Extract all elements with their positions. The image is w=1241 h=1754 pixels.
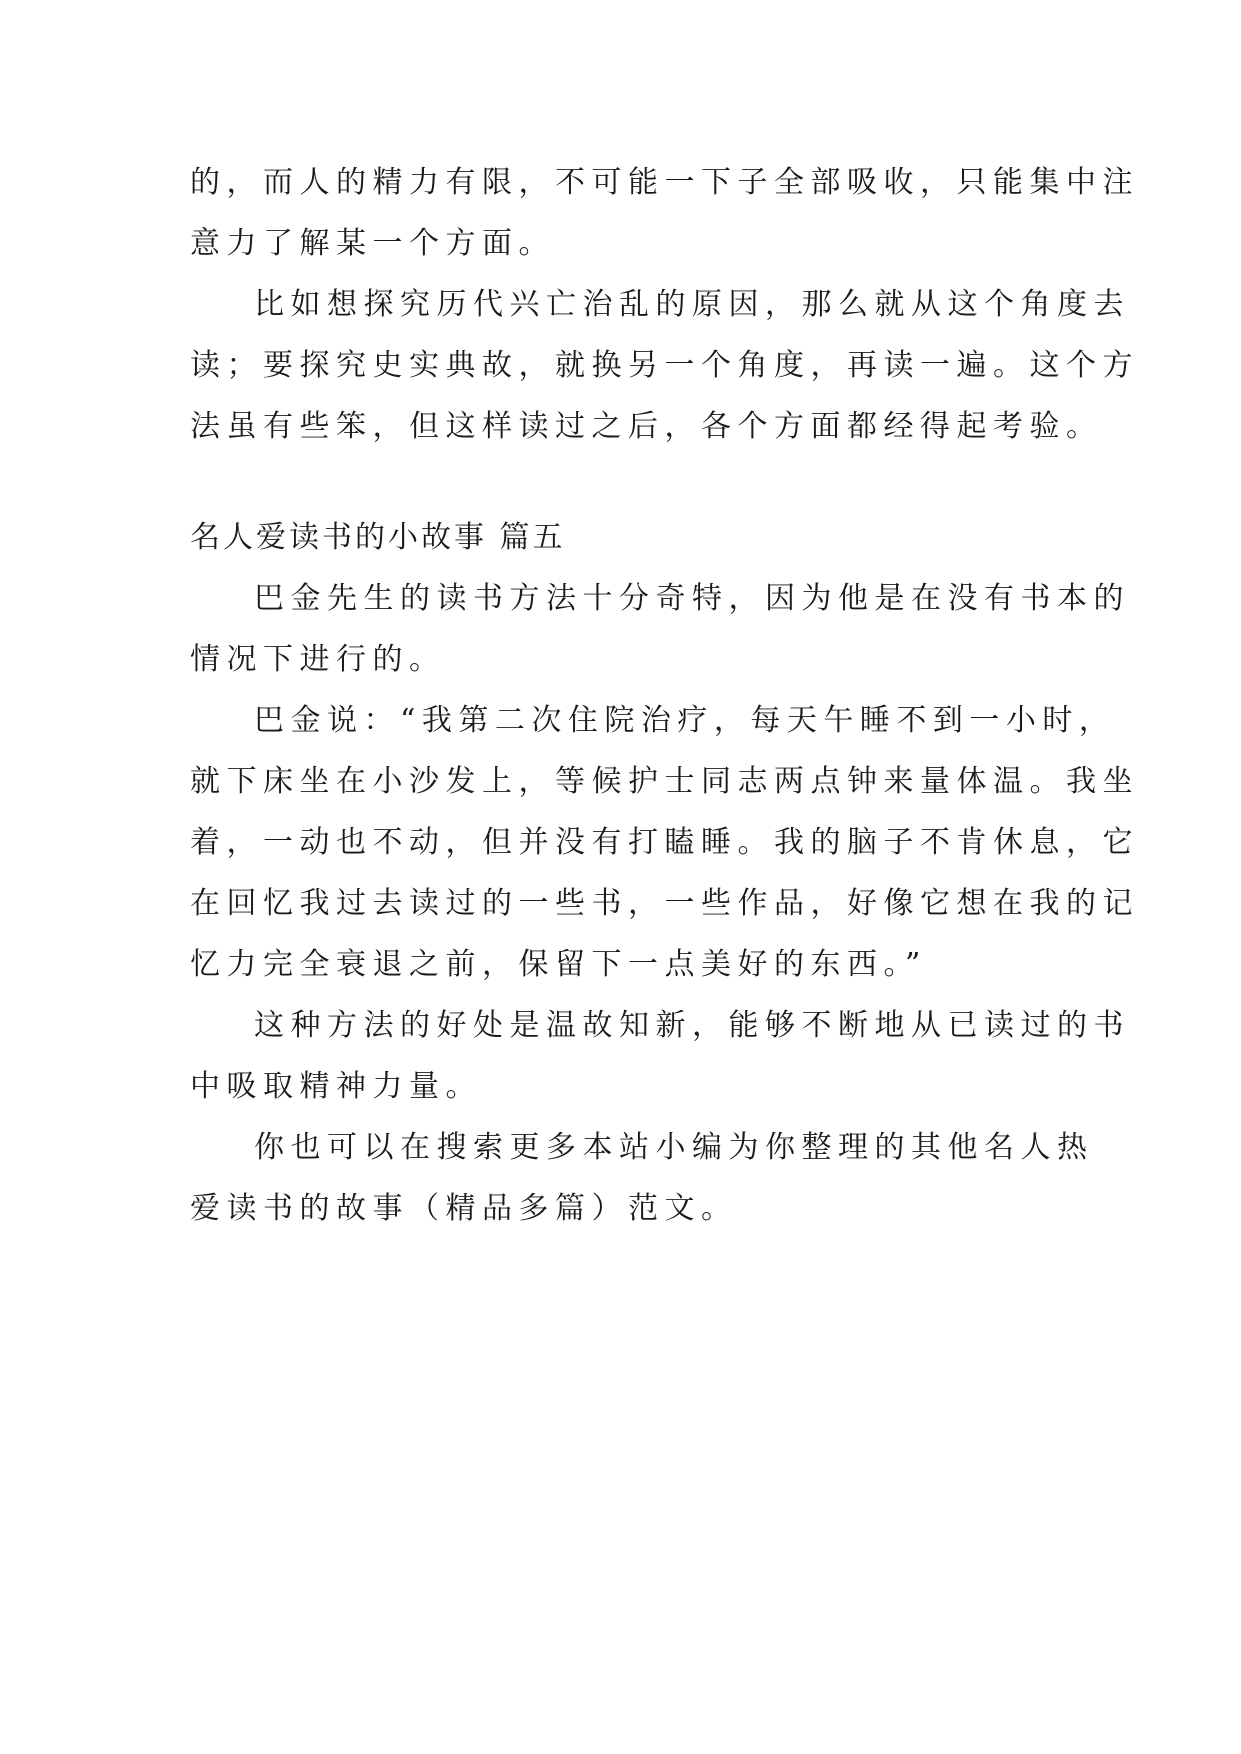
text-line: 意力了解某一个方面。 [190, 226, 555, 261]
text-line: 着，一动也不动，但并没有打瞌睡。我的脑子不肯休息，它 [190, 825, 1139, 860]
paragraph-reading-method [190, 274, 1139, 457]
paragraph-bajin-intro [190, 568, 1130, 690]
text-line: 法虽有些笨，但这样读过之后，各个方面都经得起考验。 [190, 409, 1103, 444]
text-line: 在回忆我过去读过的一些书，一些作品，好像它想在我的记 [190, 886, 1139, 921]
text-line: 爱读书的故事（精品多篇）范文。 [190, 1191, 738, 1226]
paragraph-bajin-quote [190, 690, 1139, 995]
text-line: 忆力完全衰退之前，保留下一点美好的东西。” [190, 947, 927, 982]
text-line: 巴金先生的读书方法十分奇特，因为他是在没有书本的 [254, 581, 1130, 616]
section-title: 名人爱读书的小故事 篇五 [190, 520, 566, 555]
text-line: 你也可以在搜索更多本站小编为你整理的其他名人热 [254, 1130, 1094, 1165]
text-line: 这种方法的好处是温故知新，能够不断地从已读过的书 [254, 1008, 1130, 1043]
section-heading [190, 507, 1052, 568]
text-line: 情况下进行的。 [190, 642, 446, 677]
section-spacer [190, 457, 1052, 507]
paragraph-continuation [190, 152, 1139, 274]
text-line: 中吸取精神力量。 [190, 1069, 482, 1104]
paragraph-closing [190, 1117, 1094, 1239]
text-line: 比如想探究历代兴亡治乱的原因，那么就从这个角度去 [254, 287, 1130, 322]
text-line: 巴金说：“我第二次住院治疗，每天午睡不到一小时， [254, 703, 1116, 738]
text-line: 读；要探究史实典故，就换另一个角度，再读一遍。这个方 [190, 348, 1139, 383]
document-body [190, 152, 1139, 1239]
text-line: 的，而人的精力有限，不可能一下子全部吸收，只能集中注 [190, 165, 1139, 200]
text-line: 就下床坐在小沙发上，等候护士同志两点钟来量体温。我坐 [190, 764, 1139, 799]
paragraph-method-benefit [190, 995, 1130, 1117]
